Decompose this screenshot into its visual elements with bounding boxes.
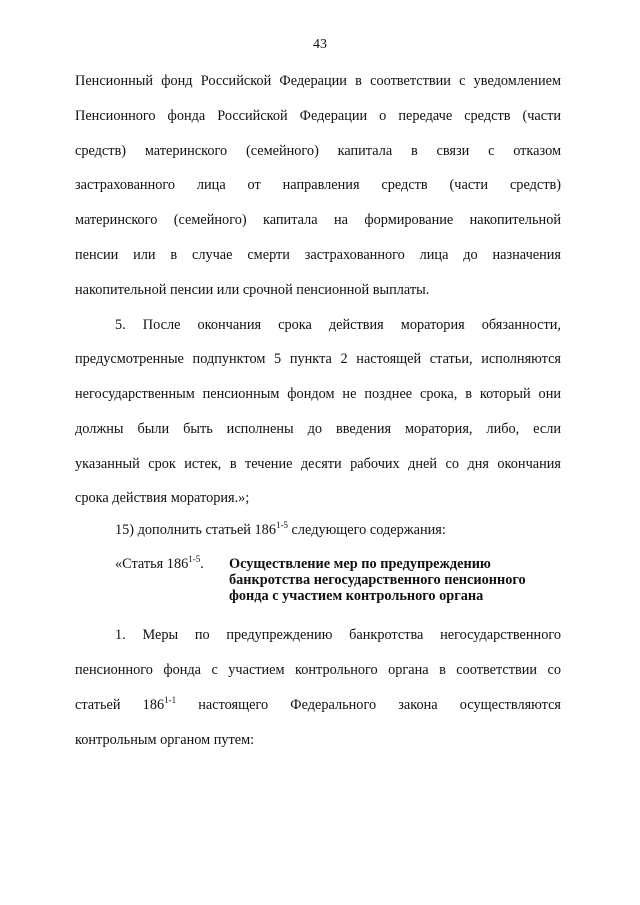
line-superscript: 1-1 bbox=[164, 695, 177, 705]
article-title-line: Осуществление мер по предупреждению bbox=[229, 556, 491, 572]
text-line: предусмотренные подпунктом 5 пункта 2 настоящей статьи, исполняются bbox=[75, 351, 561, 367]
text-line: Пенсионный фонд Российской Федерации в соответствии с уведомлением bbox=[75, 73, 561, 89]
article-title-line: банкротства негосударственного пенсионного bbox=[229, 572, 526, 588]
text-line-with-superscript bbox=[75, 697, 561, 714]
item-15-line bbox=[115, 522, 561, 539]
text-line: указанный срок истек, в течение десяти рабочих дней со дня окончания bbox=[75, 456, 561, 472]
article-label-superscript: 1-5 bbox=[188, 554, 201, 564]
text-line: материнского (семейного) капитала на формирование накопительной bbox=[75, 212, 561, 228]
text-line: негосударственным пенсионным фондом не позднее срока, в который они bbox=[75, 386, 561, 402]
line-prefix: статьей 186 bbox=[75, 697, 165, 713]
text-line: контрольным органом путем: bbox=[75, 732, 255, 748]
article-label-prefix: «Статья 186 bbox=[115, 556, 189, 572]
line-suffix: настоящего Федерального закона осуществляются bbox=[176, 697, 562, 713]
item-15-suffix: следующего содержания: bbox=[287, 522, 446, 538]
text-line: застрахованного лица от направления средств (части средств) bbox=[75, 177, 561, 193]
item-15-superscript: 1-5 bbox=[275, 520, 288, 530]
article-title bbox=[229, 556, 569, 604]
text-line: 1. Меры по предупреждению банкротства негосударственного bbox=[115, 627, 561, 643]
text-line: 5. После окончания срока действия моратория обязанности, bbox=[115, 317, 561, 333]
page-number: 43 bbox=[313, 37, 327, 52]
item-15-prefix: 15) дополнить статьей 186 bbox=[115, 522, 276, 538]
text-line: пенсионного фонда с участием контрольного органа в соответствии со bbox=[75, 662, 561, 678]
text-line: срока действия моратория.»; bbox=[75, 490, 250, 506]
text-line: средств) материнского (семейного) капитала в связи с отказом bbox=[75, 143, 561, 159]
text-line: должны были быть исполнены до введения моратория, либо, если bbox=[75, 421, 561, 437]
article-label bbox=[115, 556, 204, 573]
text-line: пенсии или в случае смерти застрахованного лица до назначения bbox=[75, 247, 561, 263]
text-line: Пенсионного фонда Российской Федерации о передаче средств (части bbox=[75, 108, 561, 124]
article-label-suffix: . bbox=[200, 556, 204, 572]
article-title-line: фонда с участием контрольного органа bbox=[229, 588, 484, 604]
text-line: накопительной пенсии или срочной пенсионной выплаты. bbox=[75, 282, 430, 298]
